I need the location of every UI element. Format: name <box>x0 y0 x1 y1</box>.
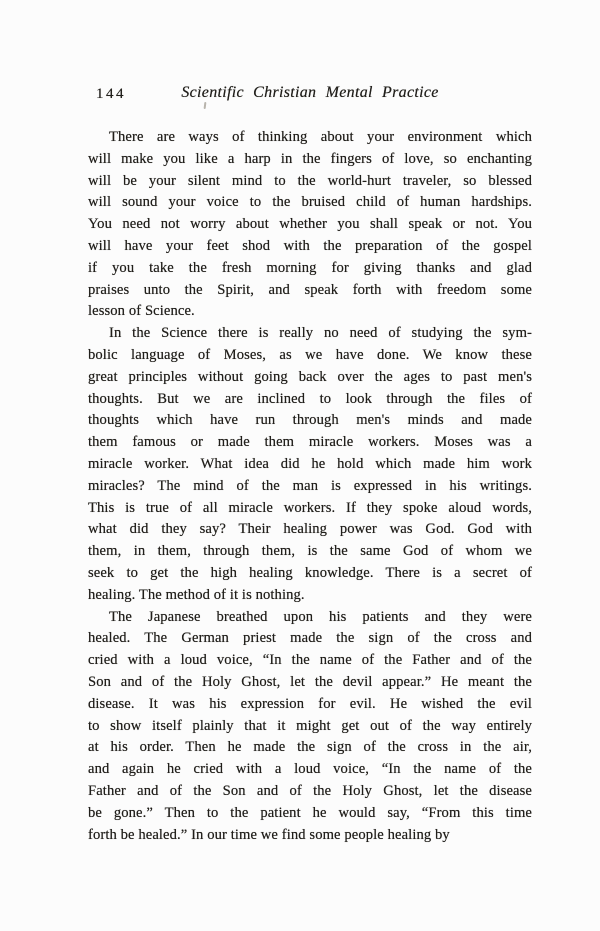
text-line: to show itself plainly that it might get out of the way entirely <box>88 717 532 734</box>
text-line: cried with a loud voice, “In the name of the Father and of the <box>88 652 532 669</box>
text-line: This is true of all miracle workers. If they spoke aloud words, <box>88 499 532 516</box>
text-line: will sound your voice to the bruised child of human hardships. <box>88 194 532 211</box>
text-line: forth be healed.” In our time we find some people healing by <box>88 826 450 843</box>
text-line: There are ways of thinking about your environment which <box>109 129 532 145</box>
scan-artifact <box>204 102 207 109</box>
text-line: disease. It was his expression for evil. He wished the evil <box>88 695 532 712</box>
text-line: bolic language of Moses, as we have done. We know these <box>88 346 532 363</box>
text-line: In the Science there is really no need of studying the sym- <box>109 325 532 342</box>
text-line: thoughts which have run through men's minds and made <box>88 412 532 429</box>
text-line: and again he cried with a loud voice, “In the name of the <box>88 761 532 778</box>
text-line: them, in them, through them, is the same God of whom we <box>88 543 532 560</box>
text-line: will be your silent mind to the world-hurt traveler, so blessed <box>88 172 532 189</box>
paragraph <box>88 607 532 847</box>
text-line: great principles without going back over the ages to past men's <box>88 368 532 385</box>
text-line: Son and of the Holy Ghost, let the devil appear.” He meant the <box>88 673 532 690</box>
page-header <box>88 84 532 108</box>
text-line: miracle worker. What idea did he hold which made him work <box>88 455 532 472</box>
text-line: them famous or made them miracle workers. Moses was a <box>88 434 532 451</box>
paragraph <box>88 323 532 606</box>
text-line: if you take the fresh morning for giving thanks and glad <box>88 259 532 276</box>
text-line: what did they say? Their healing power was God. God with <box>88 521 532 538</box>
text-line: praises unto the Spirit, and speak forth with freedom some <box>88 281 532 298</box>
text-line: healed. The German priest made the sign of the cross and <box>88 630 532 647</box>
text-line: Father and of the Son and of the Holy Ghost, let the disease <box>88 782 532 799</box>
page-number: 144 <box>96 86 126 102</box>
text-line: seek to get the high healing knowledge. There is a secret of <box>88 564 532 581</box>
text-line: miracles? The mind of the man is expressed in his writings. <box>88 477 532 494</box>
text-line: You need not worry about whether you shall speak or not. You <box>88 216 532 233</box>
text-line: thoughts. But we are inclined to look through the files of <box>88 390 532 407</box>
text-line: The Japanese breathed upon his patients and they were <box>109 608 532 625</box>
text-line: lesson of Science. <box>88 303 195 320</box>
page-body <box>88 127 532 846</box>
running-title: Scientific Christian Mental Practice <box>181 84 439 101</box>
text-line: at his order. Then he made the sign of the cross in the air, <box>88 739 532 756</box>
text-line: be gone.” Then to the patient he would say, “From this time <box>88 804 532 821</box>
paragraph <box>88 127 532 323</box>
text-line: will make you like a harp in the fingers of love, so enchanting <box>88 150 532 167</box>
text-line: will have your feet shod with the preparation of the gospel <box>88 237 532 254</box>
text-line: healing. The method of it is nothing. <box>88 586 305 603</box>
